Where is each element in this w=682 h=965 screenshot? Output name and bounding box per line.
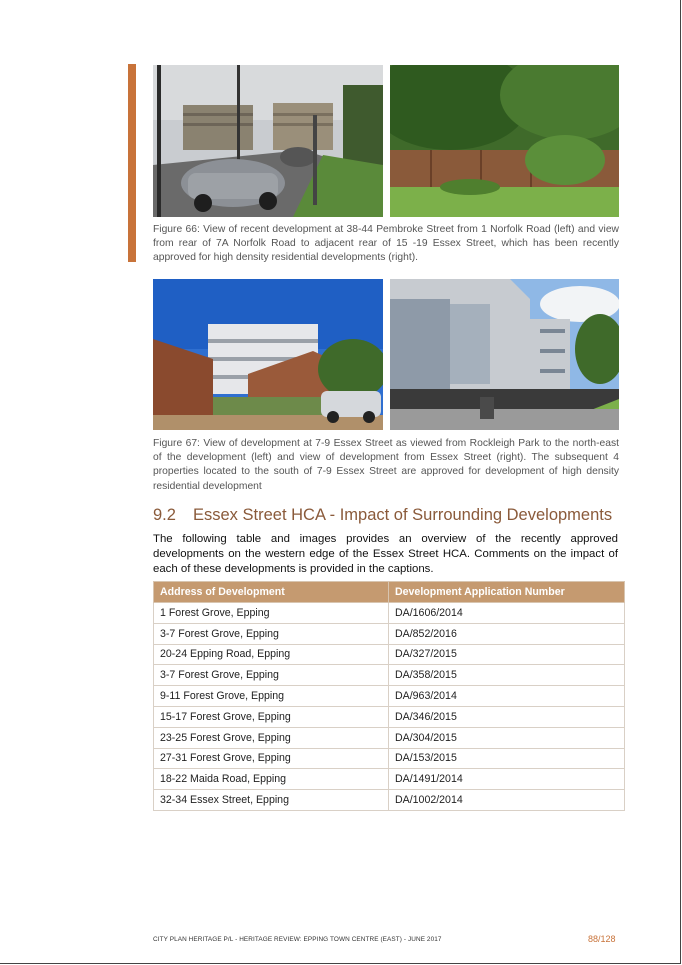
section-heading bbox=[153, 506, 612, 525]
figure-67-caption: Figure 67: View of development at 7-9 Essex Street as viewed from Rockleigh Park to the north-east of the development (left) and view of development from Essex Street (right). The subsequent 4 properties located to the south of 7-9 Essex Street are approved for development of high density residential development bbox=[153, 438, 619, 492]
figure-67-right-photo bbox=[390, 279, 619, 430]
address-cell: 9-11 Forest Grove, Epping bbox=[154, 686, 389, 707]
da-number-cell: DA/153/2015 bbox=[389, 748, 625, 769]
address-cell: 23-25 Forest Grove, Epping bbox=[154, 727, 389, 748]
da-number-cell: DA/327/2015 bbox=[389, 644, 625, 665]
table-row bbox=[154, 727, 625, 748]
header-da-number: Development Application Number bbox=[389, 582, 625, 603]
address-cell: 27-31 Forest Grove, Epping bbox=[154, 748, 389, 769]
table-row bbox=[154, 706, 625, 727]
da-number-cell: DA/358/2015 bbox=[389, 665, 625, 686]
da-number-cell: DA/1491/2014 bbox=[389, 769, 625, 790]
table-header-row bbox=[154, 582, 625, 603]
address-cell: 15-17 Forest Grove, Epping bbox=[154, 706, 389, 727]
da-number-cell: DA/304/2015 bbox=[389, 727, 625, 748]
section-number: 9.2 bbox=[153, 506, 176, 524]
address-cell: 3-7 Forest Grove, Epping bbox=[154, 665, 389, 686]
da-number-cell: DA/1002/2014 bbox=[389, 790, 625, 811]
section-intro: The following table and images provides an overview of the recently approved developments on the western edge of the Essex Street HCA. Comments on the impact of each of these developments is provided in the captions. bbox=[153, 533, 618, 575]
accent-bar bbox=[128, 64, 136, 262]
figure-67-left-photo bbox=[153, 279, 383, 430]
section-title-text: Essex Street HCA - Impact of Surrounding Developments bbox=[193, 506, 613, 524]
figure-66-right-photo bbox=[390, 65, 619, 217]
table-row bbox=[154, 644, 625, 665]
da-number-cell: DA/1606/2014 bbox=[389, 603, 625, 624]
page-number: 88/128 bbox=[588, 934, 616, 944]
development-table bbox=[153, 581, 625, 811]
address-cell: 18-22 Maida Road, Epping bbox=[154, 769, 389, 790]
address-cell: 20-24 Epping Road, Epping bbox=[154, 644, 389, 665]
table-row bbox=[154, 748, 625, 769]
da-number-cell: DA/852/2016 bbox=[389, 623, 625, 644]
address-cell: 3-7 Forest Grove, Epping bbox=[154, 623, 389, 644]
da-number-cell: DA/963/2014 bbox=[389, 686, 625, 707]
table-row bbox=[154, 790, 625, 811]
address-cell: 1 Forest Grove, Epping bbox=[154, 603, 389, 624]
da-number-cell: DA/346/2015 bbox=[389, 706, 625, 727]
table-row bbox=[154, 686, 625, 707]
table-row bbox=[154, 769, 625, 790]
address-cell: 32-34 Essex Street, Epping bbox=[154, 790, 389, 811]
header-address: Address of Development bbox=[154, 582, 389, 603]
table-row bbox=[154, 603, 625, 624]
table-row bbox=[154, 665, 625, 686]
footer-document-title: CITY PLAN HERITAGE P/L - HERITAGE REVIEW: EPPING TOWN CENTRE (EAST) - JUNE 2017 bbox=[153, 936, 442, 943]
figure-66-caption: Figure 66: View of recent development at 38-44 Pembroke Street from 1 Norfolk Road (left) and view from rear of 7A Norfolk Road to adjacent rear of 15 -19 Essex Street, which has been recently approved for high density residential developments (right). bbox=[153, 224, 619, 264]
figure-66-left-photo bbox=[153, 65, 383, 217]
table-row bbox=[154, 623, 625, 644]
